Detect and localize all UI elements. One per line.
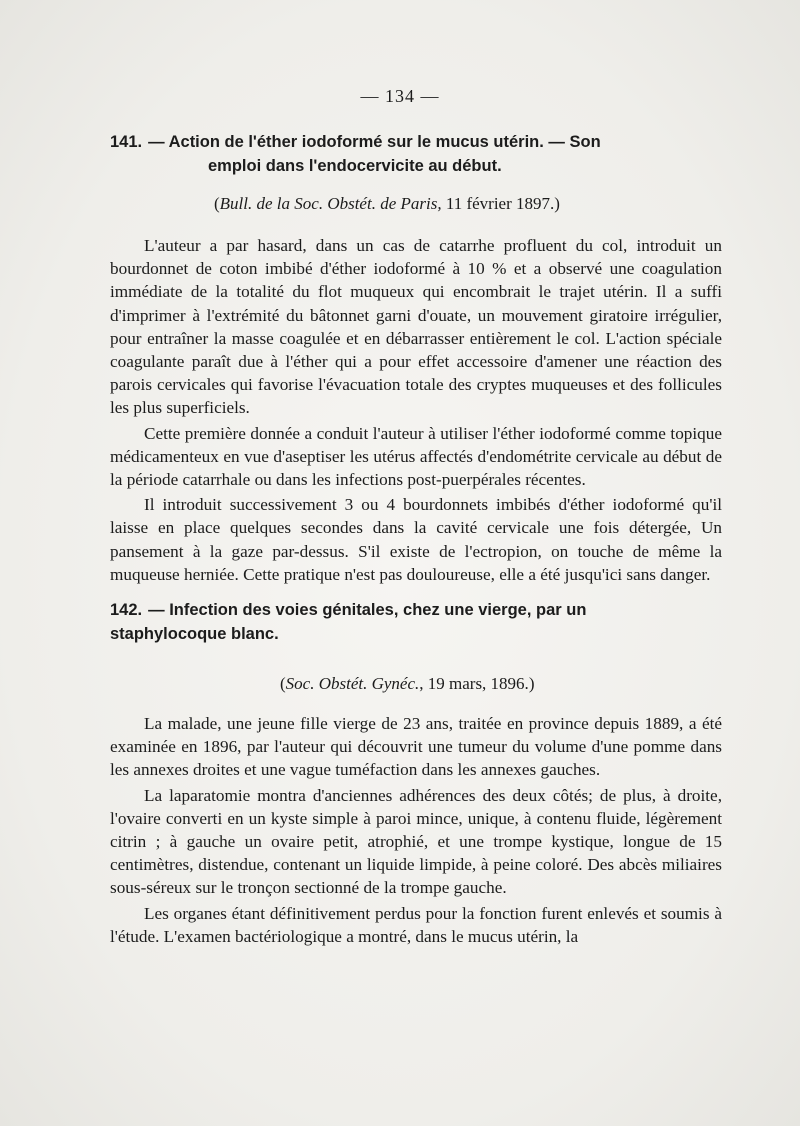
section-title-line1: — Action de l'éther iodoformé sur le mucus utérin. — Son: [148, 133, 601, 151]
paragraph: Les organes étant définitivement perdus pour la fonction furent enlevés et soumis à l'étude. L'examen bactériologique a montré, dans le mucus utérin, la: [110, 903, 722, 946]
section-title: [110, 130, 722, 178]
section-title-line2: emploi dans l'endocervicite au début.: [208, 157, 502, 175]
section-142: [110, 598, 722, 948]
section-title: [110, 598, 722, 646]
paragraph: L'auteur a par hasard, dans un cas de catarrhe profluent du col, introduit un bourdonnet de coton imbibé d'éther iodoformé à 10 % et a observé une coagulation immédiate de la totalité du flot muqueux qui encombrait le trajet utérin. Il a suffi d'imprimer à l'extrémité du bâtonnet garni d'ouate, un mouvement giratoire irrégulier, pour entraîner la masse coagulée et en débarrasser entièrement le col. L'action spéciale coagulante paraît due à l'éther qui a pour effet accessoire d'amener une réaction des parois cervicales qui favorise l'évacuation totale des cryptes muqueuses et des follicules les plus superficiels.: [110, 236, 722, 418]
section-title-line1: — Infection des voies génitales, chez une vierge, par un: [148, 601, 587, 620]
section-141: [110, 130, 722, 586]
paragraph: La malade, une jeune fille vierge de 23 ans, traitée en province depuis 1889, a été examinée en 1896, par l'auteur qui découvrit une tumeur du volume d'une pomme dans les annexes droites et une vague tuméfaction dans les annexes gauches.: [110, 714, 722, 780]
citation-date: 11 février 1897.: [441, 194, 555, 213]
paragraph: Il introduit successivement 3 ou 4 bourdonnets imbibés d'éther iodoformé qu'il laisse en place quelques secondes dans la cavité cervicale une fois détergée, Un pansement à la gaze par-dessus. S'il existe de l'ectropion, on touche de même la muqueuse herniée. Cette pratique n'est pas douloureuse, elle a été jusqu'ici sans danger.: [110, 495, 722, 584]
citation-date: , 19 mars, 1896.: [419, 674, 529, 694]
section-number: 142.: [110, 601, 143, 620]
citation-journal: Bull. de la Soc. Obstét. de Paris,: [219, 194, 442, 213]
paragraph: Cette première donnée a conduit l'auteur à utiliser l'éther iodoformé comme topique médicamenteux en vue d'aseptiser les utérus affectés d'endométrite cervicale au début de la période catarrhale ou dans les infections post-puerpérales récentes.: [110, 423, 722, 490]
section-title-line2: staphylocoque blanc.: [110, 625, 279, 644]
section-number: 141.: [110, 133, 143, 151]
citation: (Bull. de la Soc. Obstét. de Paris, 11 février 1897.): [214, 194, 560, 213]
page-content: [110, 130, 722, 948]
page-number: — 134 —: [360, 86, 440, 106]
citation-journal: Soc. Obstét. Gynéc.: [285, 674, 420, 694]
paragraph: La laparatomie montra d'anciennes adhérences des deux côtés; de plus, à droite, l'ovaire converti en un kyste simple à paroi mince, unique, à contenu fluide, légèrement citrin ; à gauche un ovaire petit, atrophié, et une trompe kystique, longue de 15 centimètres, distendue, contenant un liquide limpide, à peine coloré. Des abcès miliaires sous-séreux sur le tronçon sectionné de la trompe gauche.: [110, 785, 722, 898]
citation: (Soc. Obstét. Gynéc., 19 mars, 1896.): [280, 674, 535, 694]
